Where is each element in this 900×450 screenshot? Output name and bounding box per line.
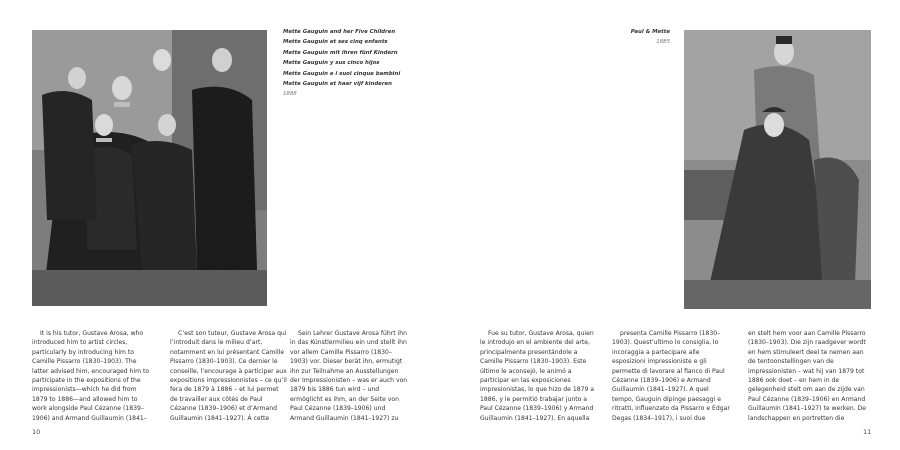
caption-line: Mette Gauguin and her Five Children [283,29,396,35]
body-text-spanish: Fue su tutor, Gustave Arosa, quien le introdujo en el ambiente del arte, principalmente presentándole a Camille Pissarro (1830–1903). Este último le aconsejó, le animó a participar en las exposiciones impresionistas, lo que hizo de 1879 a 1886, y le permitió trabajar junto a Paul Cézanne (1839–1906) y Armand Guillaumin (1841–1927). En aquella [480,330,595,422]
page-number-right: 11 [863,428,872,436]
couple-portrait-photo [684,30,871,309]
caption-line: Mette Gauguin et haar vijf kinderen [283,81,392,88]
body-text-italian: presenta Camille Pissarro (1830–1903). Quest’ultimo lo consiglia, lo incoraggia a partecipare alle esposizioni impressioniste e gli permette di lavorare al fianco di Paul Cézanne (1839–1906) e Armand Guillaumin (1841–1927). A quel tempo, Gauguin dipinge paesaggi e ritratti, influenzato da Pissarro e Edgar Degas (1834–1917), i suoi due [612,330,730,422]
couple-photo-caption [600,27,670,48]
body-text-english: It is his tutor, Gustave Arosa, who introduced him to artist circles, particularly by introducing him to Camille Pissarro (1830–1903). The latter advised him, encouraged him to participate in the expositions of the impressionists—which he did from 1879 to 1886—and allowed him to work alongside Paul Cézanne (1839–1906) and Armand Guillaumin (1841– [32,330,150,422]
caption-line: Mette Gauguin mit ihren fünf Kindern [283,49,398,56]
body-text-french: C’est son tuteur, Gustave Arosa qui l’introduit dans le milieu d’art, notamment en lui présentant Camille Pissarro (1830–1903). Ce dernier le conseille, l’encourage à participer aux expositions impressionnistes – ce qu’il fera de 1879 à 1886 – et lui permet de travailler aux côtés de Paul Cézanne (1839–1906) et d’Armand Guillaumin (1841–1927). À cette [170,330,287,422]
page-number-left: 10 [32,428,41,436]
body-text-german: Sein Lehrer Gustave Arosa führt ihn in das Künstlermilieu ein und stellt ihn vor allem Camille Pissarro (1830–1903) vor. Dieser berät ihn, ermutigt ihn zur Teilnahme an Ausstellungen der Impressionisten – was er auch von 1879 bis 1886 tun wird – und ermöglicht es ihm, an der Seite von Paul Cézanne (1839–1906) und Armand Guillaumin (1841–1927) zu [290,330,408,422]
caption-line: Mette Gauguin y sus cinco hijos [283,60,380,67]
caption-line: Mette Gauguin e i suoi cinque bambini [283,70,401,77]
caption-year: 1888 [283,91,297,98]
family-portrait-photo [32,30,267,306]
caption-line: Mette Gauguin et ses cinq enfants [283,39,388,46]
caption-year: 1885 [656,39,670,46]
family-photo-caption [283,27,443,100]
body-text-dutch: en stelt hem voor aan Camille Pissarro (1830–1903). Die zijn raadgever wordt en hem stimuleert deel te nemen aan de tentoonstellingen van de impressionisten – wat hij van 1879 tot 1886 ook doet – en hem in de gelegenheid stelt om aan de zijde van Paul Cézanne (1839–1906) en Armand Guillaumin (1841–1927) te werken. De landschappen en portretten die [748,330,866,422]
caption-title: Paul & Mette [630,29,670,35]
